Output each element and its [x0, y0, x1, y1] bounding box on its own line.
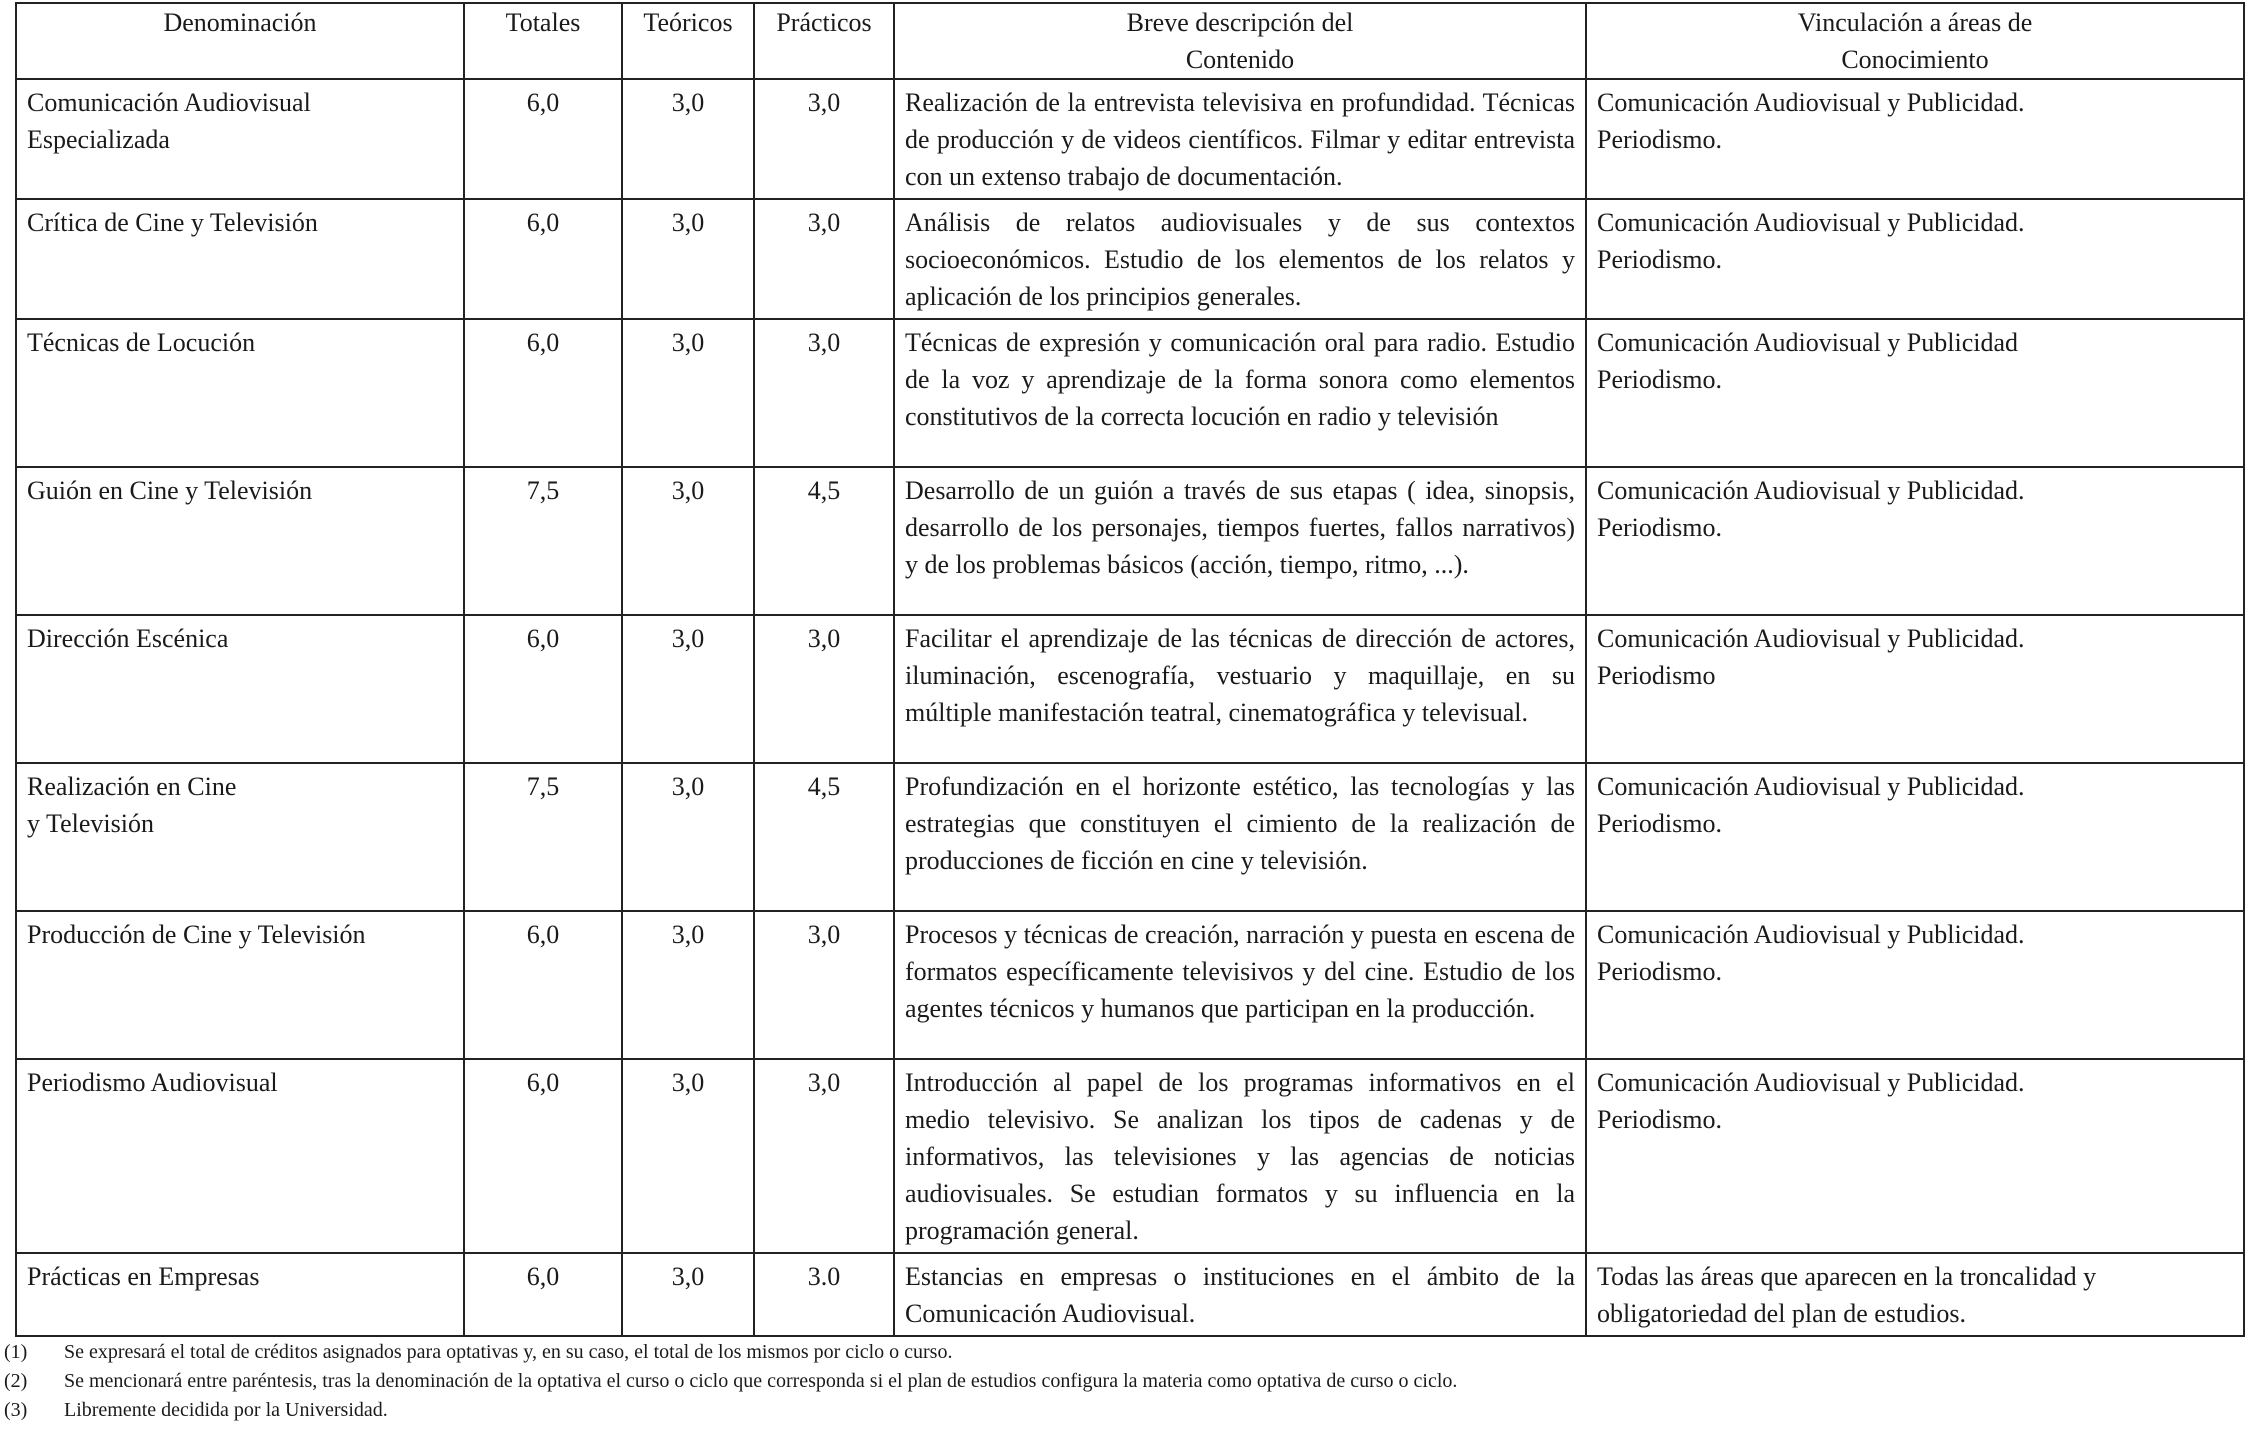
area-line: Periodismo — [1597, 661, 1716, 690]
theory-cell: 3,0 — [622, 199, 754, 319]
footnote-number: (2) — [4, 1370, 28, 1392]
footnote-text: Libremente decidida por la Universidad. — [64, 1399, 388, 1421]
practice-cell: 4,5 — [754, 467, 894, 615]
area-line: Periodismo. — [1597, 957, 1722, 986]
area-cell — [1586, 911, 2244, 1059]
theory-cell: 3,0 — [622, 319, 754, 467]
subject-name-line: Crítica de Cine y Televisión — [27, 208, 318, 237]
theory-cell: 3,0 — [622, 615, 754, 763]
area-cell — [1586, 615, 2244, 763]
subject-name-line: Técnicas de Locución — [27, 328, 256, 357]
header-practice-text: Prácticos — [776, 8, 872, 37]
area-line: Periodismo. — [1597, 125, 1722, 154]
footnote — [4, 1396, 2244, 1425]
description-cell: Procesos y técnicas de creación, narración y puesta en escena de formatos específicamente televisivos y del cine. Estudio de los agentes técnicos y humanos que participan en la producción. — [894, 911, 1586, 1059]
footnote — [4, 1338, 2244, 1367]
area-cell — [1586, 1059, 2244, 1253]
description-cell: Profundización en el horizonte estético, las tecnologías y las estrategias que constituyen el cimiento de la realización de producciones de ficción en cine y televisión. — [894, 763, 1586, 911]
practice-cell: 3,0 — [754, 615, 894, 763]
subject-name-line: Producción de Cine y Televisión — [27, 920, 366, 949]
area-line: Periodismo. — [1597, 809, 1722, 838]
footnote-number: (1) — [4, 1341, 28, 1363]
area-line: Comunicación Audiovisual y Publicidad. — [1597, 88, 2025, 117]
totals-cell: 7,5 — [464, 467, 622, 615]
subject-name-line: Dirección Escénica — [27, 624, 229, 653]
header-description — [894, 3, 1586, 79]
header-description-line1: Breve descripción del — [1126, 8, 1354, 37]
header-theory-text: Teóricos — [643, 8, 733, 37]
totals-cell: 6,0 — [464, 199, 622, 319]
table-row — [16, 319, 2244, 467]
area-line: Comunicación Audiovisual y Publicidad. — [1597, 624, 2025, 653]
area-line: Periodismo. — [1597, 513, 1722, 542]
footnotes — [4, 1338, 2244, 1425]
description-cell: Desarrollo de un guión a través de sus etapas ( idea, sinopsis, desarrollo de los personajes, tiempos fuertes, fallos narrativos) y de los problemas básicos (acción, tiempo, ritmo, ...). — [894, 467, 1586, 615]
subject-name-cell — [16, 199, 464, 319]
subject-name-cell — [16, 911, 464, 1059]
table-row — [16, 615, 2244, 763]
area-cell — [1586, 79, 2244, 199]
optional-subjects-table — [15, 2, 2245, 1337]
header-totals — [464, 3, 622, 79]
table-row — [16, 911, 2244, 1059]
area-cell — [1586, 763, 2244, 911]
subject-name-line: y Televisión — [27, 809, 154, 838]
area-line: Comunicación Audiovisual y Publicidad. — [1597, 772, 2025, 801]
description-cell: Introducción al papel de los programas informativos en el medio televisivo. Se analizan los tipos de cadenas y de informativos, las televisiones y las agencias de noticias audiovisuales. Se estudian formatos y su influencia en la programación general. — [894, 1059, 1586, 1253]
area-line: Periodismo. — [1597, 1105, 1722, 1134]
practice-cell: 3,0 — [754, 911, 894, 1059]
practice-cell: 3,0 — [754, 79, 894, 199]
header-area — [1586, 3, 2244, 79]
description-cell: Realización de la entrevista televisiva en profundidad. Técnicas de producción y de videos científicos. Filmar y editar entrevista con un extenso trabajo de documentación. — [894, 79, 1586, 199]
table-row — [16, 1059, 2244, 1253]
subject-name-cell — [16, 319, 464, 467]
area-line: Comunicación Audiovisual y Publicidad — [1597, 328, 2019, 357]
practice-cell: 3.0 — [754, 1253, 894, 1336]
area-cell — [1586, 1253, 2244, 1336]
area-line: Comunicación Audiovisual y Publicidad. — [1597, 476, 2025, 505]
description-cell: Estancias en empresas o instituciones en el ámbito de la Comunicación Audiovisual. — [894, 1253, 1586, 1336]
header-area-line1: Vinculación a áreas de — [1797, 8, 2033, 37]
description-cell: Facilitar el aprendizaje de las técnicas de dirección de actores, iluminación, escenografía, vestuario y maquillaje, en su múltiple manifestación teatral, cinematográfica y televisual. — [894, 615, 1586, 763]
totals-cell: 6,0 — [464, 79, 622, 199]
subject-name-cell — [16, 1059, 464, 1253]
theory-cell: 3,0 — [622, 911, 754, 1059]
theory-cell: 3,0 — [622, 467, 754, 615]
theory-cell: 3,0 — [622, 79, 754, 199]
area-line: Comunicación Audiovisual y Publicidad. — [1597, 1068, 2025, 1097]
header-name — [16, 3, 464, 79]
table-row — [16, 763, 2244, 911]
header-theory — [622, 3, 754, 79]
area-line: Comunicación Audiovisual y Publicidad. — [1597, 208, 2025, 237]
subject-name-cell — [16, 615, 464, 763]
subject-name-cell — [16, 763, 464, 911]
theory-cell: 3,0 — [622, 1253, 754, 1336]
table-row — [16, 79, 2244, 199]
table-header-row — [16, 3, 2244, 79]
totals-cell: 6,0 — [464, 1253, 622, 1336]
table-row — [16, 467, 2244, 615]
subject-name-cell — [16, 79, 464, 199]
header-practice — [754, 3, 894, 79]
totals-cell: 6,0 — [464, 319, 622, 467]
area-cell — [1586, 467, 2244, 615]
practice-cell: 3,0 — [754, 319, 894, 467]
totals-cell: 6,0 — [464, 615, 622, 763]
subject-name-line: Especializada — [27, 125, 170, 154]
totals-cell: 6,0 — [464, 1059, 622, 1253]
subject-name-line: Comunicación Audiovisual — [27, 88, 311, 117]
table-row — [16, 1253, 2244, 1336]
practice-cell: 4,5 — [754, 763, 894, 911]
subject-name-cell — [16, 1253, 464, 1336]
theory-cell: 3,0 — [622, 1059, 754, 1253]
footnote-number: (3) — [4, 1399, 28, 1421]
practice-cell: 3,0 — [754, 199, 894, 319]
header-name-text: Denominación — [163, 8, 317, 37]
area-cell — [1586, 199, 2244, 319]
area-cell — [1586, 319, 2244, 467]
subject-name-line: Periodismo Audiovisual — [27, 1068, 278, 1097]
subject-name-line: Realización en Cine — [27, 772, 237, 801]
area-line: Todas las áreas que aparecen en la troncalidad y obligatoriedad del plan de estudios. — [1597, 1262, 2097, 1328]
area-line: Periodismo. — [1597, 365, 1722, 394]
subject-name-cell — [16, 467, 464, 615]
subject-name-line: Prácticas en Empresas — [27, 1262, 260, 1291]
footnote — [4, 1367, 2244, 1396]
theory-cell: 3,0 — [622, 763, 754, 911]
area-line: Comunicación Audiovisual y Publicidad. — [1597, 920, 2025, 949]
description-cell: Técnicas de expresión y comunicación oral para radio. Estudio de la voz y aprendizaje de la forma sonora como elementos constitutivos de la correcta locución en radio y televisión — [894, 319, 1586, 467]
header-totals-text: Totales — [505, 8, 581, 37]
totals-cell: 6,0 — [464, 911, 622, 1059]
footnote-text: Se mencionará entre paréntesis, tras la denominación de la optativa el curso o ciclo que corresponda si el plan de estudios configura la materia como optativa de curso o ciclo. — [64, 1370, 1458, 1392]
header-area-line2: Conocimiento — [1841, 45, 1989, 74]
area-line: Periodismo. — [1597, 245, 1722, 274]
practice-cell: 3,0 — [754, 1059, 894, 1253]
subject-name-line: Guión en Cine y Televisión — [27, 476, 313, 505]
header-description-line2: Contenido — [1185, 45, 1295, 74]
totals-cell: 7,5 — [464, 763, 622, 911]
footnote-text: Se expresará el total de créditos asignados para optativas y, en su caso, el total de los mismos por ciclo o curso. — [64, 1341, 953, 1363]
description-cell: Análisis de relatos audiovisuales y de sus contextos socioeconómicos. Estudio de los elementos de los relatos y aplicación de los principios generales. — [894, 199, 1586, 319]
table-row — [16, 199, 2244, 319]
